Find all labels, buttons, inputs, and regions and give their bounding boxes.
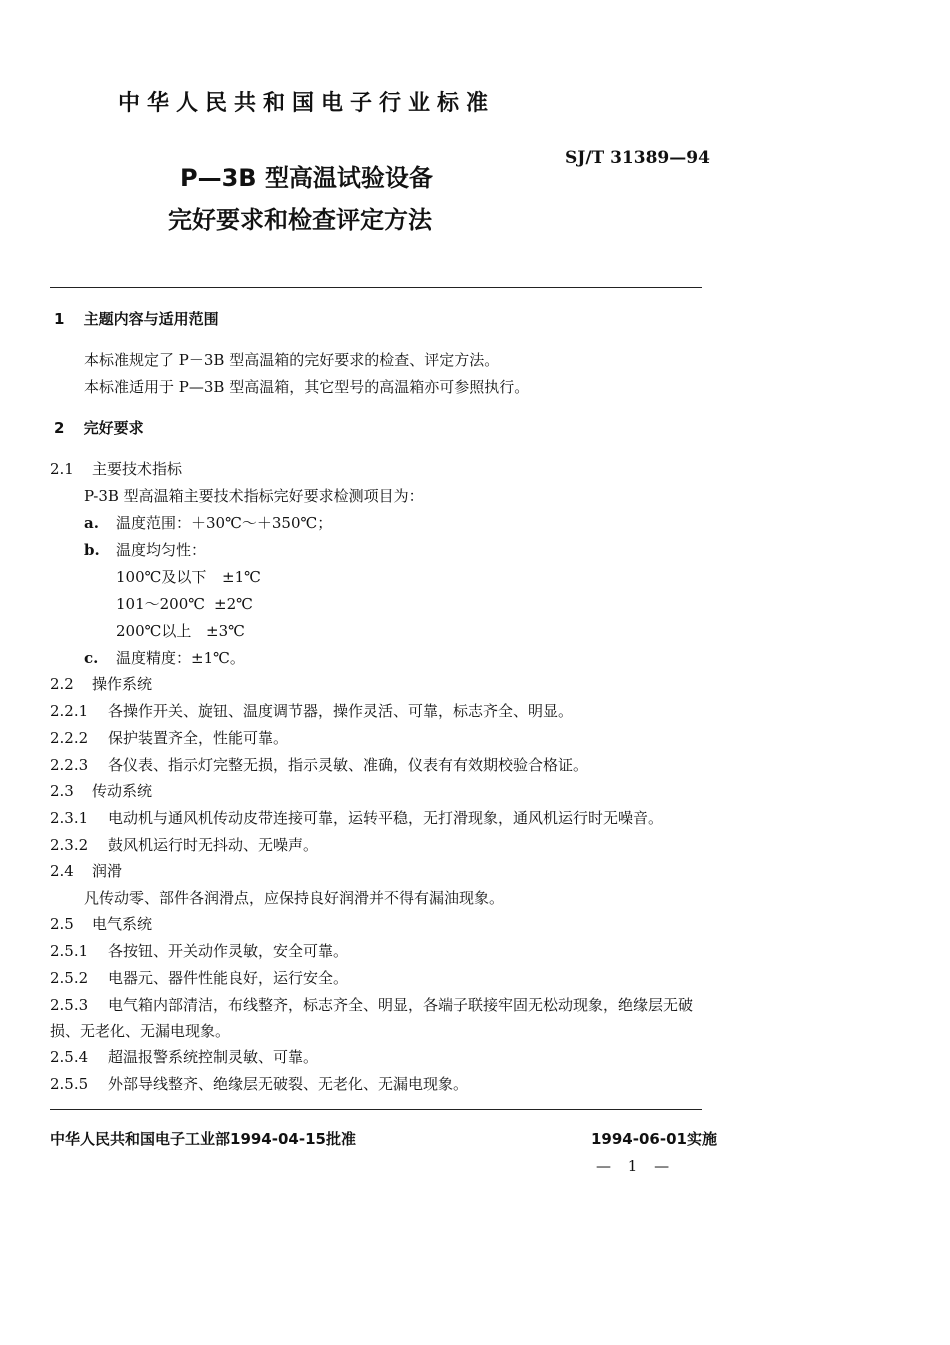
item-text: 温度范围：＋30℃～＋350℃；: [116, 514, 333, 532]
clause-number: 2.5.5: [50, 1075, 89, 1093]
uniformity-range: 200℃以上: [116, 622, 192, 640]
section-1-para-1: 本标准规定了 P－3B 型高温箱的完好要求的检查、评定方法。: [84, 351, 500, 369]
clause-number: 2.2.1: [50, 702, 89, 720]
section-1-para-2: 本标准适用于 P—3B 型高温箱，其它型号的高温箱亦可参照执行。: [84, 378, 530, 396]
clause-number: 2.1: [50, 460, 74, 478]
clause-text: 电动机与通风机传动皮带连接可靠，运转平稳，无打滑现象，通风机运行时无噪音。: [108, 809, 664, 827]
item-c: [84, 647, 245, 668]
clause-2-1-intro: P-3B 型高温箱主要技术指标完好要求检测项目为：: [84, 487, 424, 505]
clause-2-3: [50, 780, 152, 801]
clause-2-5: [50, 913, 152, 934]
item-text: 温度精度：±1℃。: [116, 649, 245, 667]
uniformity-range: 100℃及以下: [116, 568, 207, 586]
clause-number: 2.2.3: [50, 756, 89, 774]
clause-2-2-3: [50, 754, 588, 775]
uniformity-row: [116, 620, 245, 641]
clause-2-5-3: [50, 994, 693, 1015]
page-number: — 1 —: [596, 1157, 676, 1175]
clause-2-3-1: [50, 807, 663, 828]
uniformity-tolerance: ±1℃: [222, 568, 261, 586]
item-label: b.: [84, 541, 100, 559]
clause-2-5-2: [50, 967, 348, 988]
clause-2-1: [50, 458, 182, 479]
clause-title: 主要技术指标: [92, 460, 183, 478]
clause-number: 2.4: [50, 862, 74, 880]
clause-number: 2.3.2: [50, 836, 89, 854]
clause-text: 电气箱内部清洁，布线整齐，标志齐全、明显，各端子联接牢固无松动现象，绝缘层无破: [108, 996, 694, 1014]
clause-number: 2.5.4: [50, 1048, 89, 1066]
uniformity-range: 101～200℃: [116, 595, 206, 613]
clause-2-3-2: [50, 834, 318, 855]
clause-2-5-1: [50, 940, 348, 961]
clause-number: 2.3.1: [50, 809, 89, 827]
top-rule: [50, 287, 702, 288]
clause-text: 各按钮、开关动作灵敏，安全可靠。: [108, 942, 349, 960]
approval-line: 中华人民共和国电子工业部1994-04-15批准: [50, 1130, 356, 1148]
item-label: c.: [84, 649, 99, 667]
section-2-number: 2: [54, 419, 65, 437]
clause-title: 传动系统: [92, 782, 153, 800]
clause-number: 2.2.2: [50, 729, 89, 747]
clause-2-2: [50, 673, 152, 694]
clause-text: 各仪表、指示灯完整无损，指示灵敏、准确，仪表有有效期校验合格证。: [108, 756, 589, 774]
clause-number: 2.5.1: [50, 942, 89, 960]
uniformity-tolerance: ±3℃: [206, 622, 245, 640]
bottom-rule: [50, 1109, 702, 1110]
item-text: 温度均匀性：: [116, 541, 207, 559]
clause-2-5-3-continued: 损、无老化、无漏电现象。: [50, 1022, 231, 1040]
clause-title: 润滑: [92, 862, 123, 880]
clause-text: 鼓风机运行时无抖动、无噪声。: [108, 836, 319, 854]
item-a: [84, 512, 332, 533]
clause-number: 2.5.2: [50, 969, 89, 987]
title-line-1: P—3B 型高温试验设备: [180, 164, 433, 192]
clause-2-4: [50, 860, 122, 881]
clause-text: 保护装置齐全，性能可靠。: [108, 729, 289, 747]
clause-number: 2.5: [50, 915, 74, 933]
clause-text: 外部导线整齐、绝缘层无破裂、无老化、无漏电现象。: [108, 1075, 469, 1093]
clause-2-5-4: [50, 1046, 318, 1067]
section-2-title: 完好要求: [83, 419, 144, 437]
uniformity-row: [116, 593, 253, 614]
section-1-title: 主题内容与适用范围: [83, 310, 219, 328]
section-2-heading: [54, 417, 144, 438]
section-1-heading: [54, 308, 219, 329]
clause-number: 2.5.3: [50, 996, 89, 1014]
clause-2-2-1: [50, 700, 573, 721]
clause-2-5-5: [50, 1073, 468, 1094]
clause-title: 电气系统: [92, 915, 153, 933]
clause-number: 2.3: [50, 782, 74, 800]
clause-title: 操作系统: [92, 675, 153, 693]
standard-code: SJ/T 31389—94: [565, 148, 710, 168]
uniformity-tolerance: ±2℃: [214, 595, 253, 613]
clause-2-4-text: 凡传动零、部件各润滑点，应保持良好润滑并不得有漏油现象。: [84, 889, 505, 907]
item-label: a.: [84, 514, 99, 532]
clause-2-2-2: [50, 727, 288, 748]
standard-header: 中华人民共和国电子行业标准: [118, 91, 496, 116]
item-b: [84, 539, 206, 560]
effective-date: 1994-06-01实施: [591, 1130, 717, 1148]
clause-text: 电器元、器件性能良好，运行安全。: [108, 969, 349, 987]
uniformity-row: [116, 566, 261, 587]
clause-text: 超温报警系统控制灵敏、可靠。: [108, 1048, 319, 1066]
section-1-number: 1: [54, 310, 65, 328]
title-line-2: 完好要求和检查评定方法: [168, 206, 432, 234]
clause-text: 各操作开关、旋钮、温度调节器，操作灵活、可靠，标志齐全、明显。: [108, 702, 574, 720]
clause-number: 2.2: [50, 675, 74, 693]
